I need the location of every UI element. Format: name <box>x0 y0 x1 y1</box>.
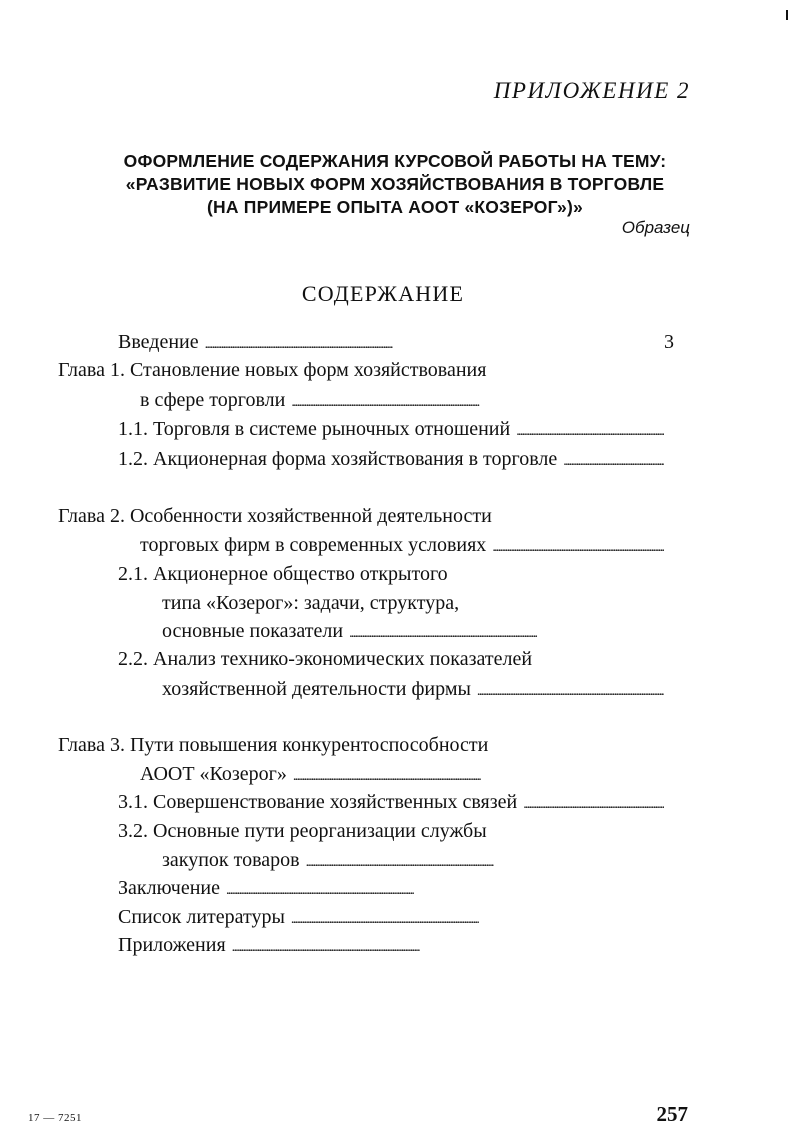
dot-leader <box>492 531 664 562</box>
toc-entry-text: Список литературы <box>118 906 285 928</box>
dot-leader <box>563 445 664 476</box>
toc-entry <box>118 415 666 443</box>
dot-leader <box>516 415 664 446</box>
toc-entry <box>118 903 666 931</box>
toc-entry <box>118 328 674 356</box>
dot-leader <box>226 874 664 905</box>
toc-entry <box>118 931 666 959</box>
toc-entry <box>58 731 488 759</box>
toc-entry-text: 1.1. Торговля в системе рыночных отношений <box>118 418 511 440</box>
heading-line-2: «РАЗВИТИЕ НОВЫХ ФОРМ ХОЗЯЙСТВОВАНИЯ В ТОРГОВЛЕ <box>125 174 665 194</box>
toc-entry <box>162 675 666 703</box>
toc-entry-text: основные показатели <box>162 620 344 642</box>
toc-entry <box>118 445 666 473</box>
page-number: 257 <box>656 1102 688 1126</box>
toc-entry-text: 1.2. Акционерная форма хозяйствования в торговле <box>118 448 558 470</box>
dot-leader <box>293 760 664 791</box>
toc-entry-text: Глава 3. Пути повышения конкурентоспособности <box>58 734 489 756</box>
toc-entry-text: закупок товаров <box>162 849 300 871</box>
toc-entry-text: торговых фирм в современных условиях <box>140 534 487 556</box>
toc-entry-text: типа «Козерог»: задачи, структура, <box>162 592 460 614</box>
dot-leader <box>349 617 664 648</box>
sample-label: Образец <box>621 218 690 237</box>
toc-entry <box>140 386 666 414</box>
toc-entry <box>118 645 532 673</box>
toc-entry-text: Приложения <box>118 934 226 956</box>
toc-entry <box>162 589 459 617</box>
appendix-label: ПРИЛОЖЕНИЕ 2 <box>493 78 690 103</box>
toc-entry-page: 3 <box>664 331 674 353</box>
dot-leader <box>306 846 664 877</box>
corner-mark <box>786 10 788 20</box>
toc-entry-text: Глава 2. Особенности хозяйственной деятельности <box>58 505 492 527</box>
toc-entry <box>118 817 487 845</box>
toc-entry <box>162 617 666 645</box>
dot-leader <box>205 328 662 359</box>
heading-line-3: (НА ПРИМЕРЕ ОПЫТА АООТ «КОЗЕРОГ»)» <box>207 197 583 217</box>
dot-leader <box>523 788 664 819</box>
toc-entry <box>140 531 666 559</box>
toc-entry <box>118 788 666 816</box>
dot-leader <box>291 386 664 417</box>
toc-entry <box>58 356 486 384</box>
dot-leader <box>477 675 664 706</box>
toc-entry-text: АООТ «Козерог» <box>140 763 287 785</box>
toc-entry-text: в сфере торговли <box>140 389 286 411</box>
dot-leader <box>291 903 664 934</box>
toc-title: СОДЕРЖАНИЕ <box>301 281 465 306</box>
toc-entry <box>140 760 666 788</box>
toc-entry <box>58 502 492 530</box>
toc-entry-text: Заключение <box>118 877 220 899</box>
toc-entry-text: 2.1. Акционерное общество открытого <box>118 563 448 585</box>
dot-leader <box>232 931 664 962</box>
document-heading <box>60 150 730 219</box>
toc-entry-text: 3.2. Основные пути реорганизации службы <box>118 820 487 842</box>
toc-entry-text: Введение <box>118 331 199 353</box>
toc-entry <box>118 874 666 902</box>
toc-entry-text: Глава 1. Становление новых форм хозяйствования <box>58 359 487 381</box>
toc-entry-text: хозяйственной деятельности фирмы <box>162 678 471 700</box>
heading-line-1: ОФОРМЛЕНИЕ СОДЕРЖАНИЯ КУРСОВОЙ РАБОТЫ НА ТЕМУ: <box>123 151 667 171</box>
toc-entry-text: 3.1. Совершенствование хозяйственных связей <box>118 791 518 813</box>
toc-entry <box>162 846 666 874</box>
toc-entry-text: 2.2. Анализ технико-экономических показателей <box>118 648 533 670</box>
print-code: 17 — 7251 <box>28 1112 82 1124</box>
toc-entry <box>118 560 448 588</box>
